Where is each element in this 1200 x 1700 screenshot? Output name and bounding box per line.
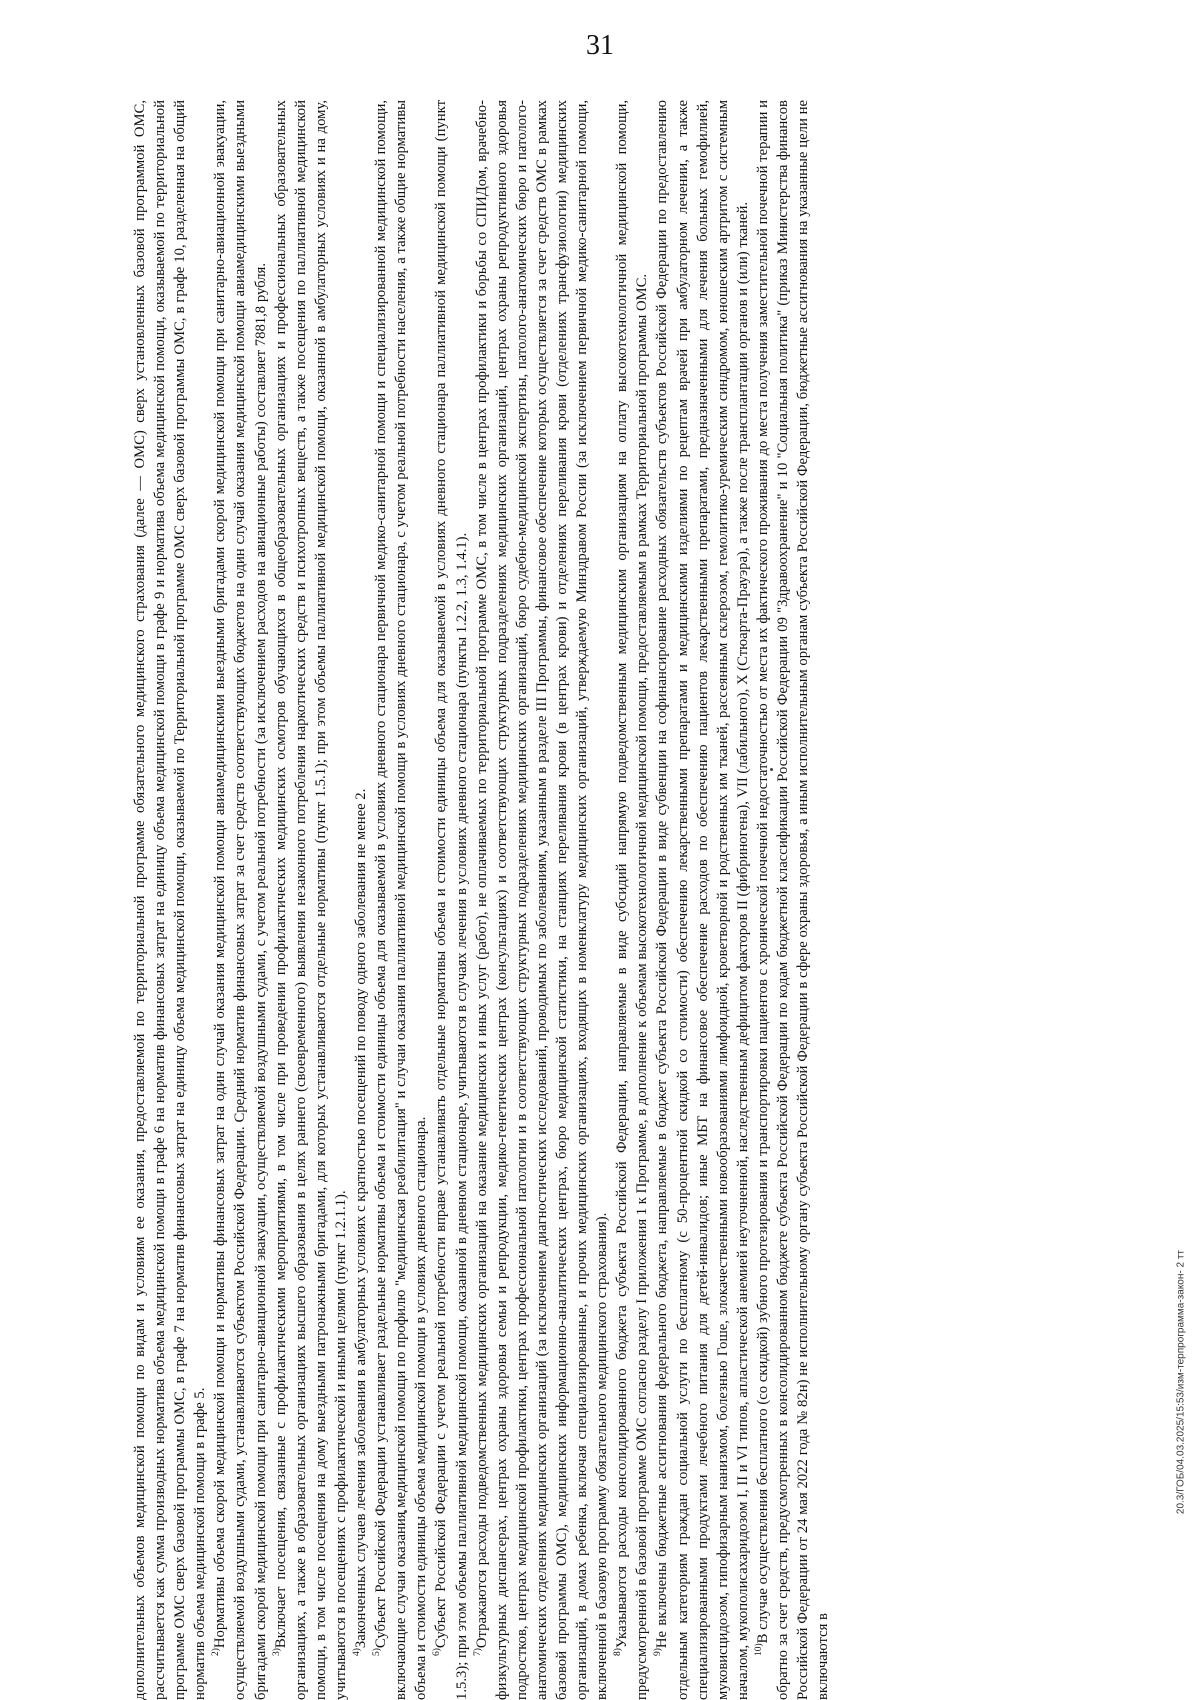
paragraph-continuation [130, 100, 210, 1700]
footnote-text: Не включены бюджетные ассигнования федерального бюджета, направляемые в бюджет субъекта Российской Федерации в виде субвенции на софинансирование расходных обязательств субъектов Российской Федерации по предоставлению отдельным категориям граждан социальной услуги по бесплатному (с 50-процентной скидкой со стоимости) обеспечению лекарственными препаратами и медицинскими изделиями по рецептам врачей при амбулаторном лечении, а также специализированными продуктами лечебного питания для детей-инвалидов; иные МБТ на финансовое обеспечение расходов по обеспечению пациентов лекарственными препаратами, предназначенными для лечения больных гемофилией, муковисцидозом, гипофизарным нанизмом, болезнью Гоше, злокачественными новообразованиями лимфоидной, кроветворной и родственных им тканей, рассеянным склерозом, гемолитико-уремическим синдромом, юношеским артритом с системным началом, мукополисахаридозом I, II и VI типов, апластической анемией неуточненной, наследственным дефицитом факторов II (фибриногена), VII (лабильного), X (Стюарта-Прауэра), а также после трансплантации органов и (или) тканей. [654, 100, 751, 1700]
footnote-text: Указываются расходы консолидированного бюджета субъекта Российской Федерации, направляемые в виде субсидий напрямую подведомственным медицинским организациям на оплату высокотехнологичной медицинской помощи, предусмотренной в базовой программе ОМС согласно разделу I приложения 1 к Программе, в дополнение к объемам высокотехнологичной медицинской помощи, предоставляемым в рамках Территориальной программы ОМС. [614, 100, 651, 1700]
footer-stamp: 20.3/ГОБ/04.03.2025/15:53/изм-терпрограмма-закон- 2 тт [1175, 1250, 1187, 1515]
footnote-marker: 7) [472, 1648, 483, 1656]
footnote-text: В случае осуществления бесплатного (со скидкой) зубного протезирования и транспортировки пациентов с хронической почечной недостаточностью от места их фактического проживания до места получения заместительной почечной терапии и обратно за счет средств, предусмотренных в консолидированном бюджете субъекта Российской Федерации по кодам бюджетной классификации Российской Федерации 09 "Здравоохранение" и 10 "Социальная политика" (приказ Министерства финансов Российской Федерации от 24 мая 2022 года № 82н) не исполнительному органу субъекта Российской Федерации в сфере охраны здоровья, а иным исполнительным органам субъекта Российской Федерации, бюджетные ассигнования на указанные цели не включаются в [754, 100, 832, 1700]
footnote-paragraph [351, 100, 371, 1700]
body-text [130, 100, 1160, 1700]
footnote-marker: 6) [432, 1648, 443, 1656]
footnote-text: Нормативы объема скорой медицинской помощи и нормативы финансовых затрат на один случай оказания медицинской помощи авиамедицинскими выездными бригадами скорой медицинской помощи при санитарно-авиационной эвакуации, осуществляемой воздушными судами, устанавливаются субъектом Российской Федерации. Средний норматив финансовых затрат за счет средств соответствующих бюджетов на один случай оказания медицинской помощи авиамедицинскими выездными бригадами скорой медицинской помощи при санитарно-авиационной эвакуации, осуществляемой воздушными судами, с учетом реальной потребности (за исключением расходов на авиационные работы) составляет 7881,8 рубля. [212, 100, 269, 1700]
footnote-text: Субъект Российской Федерации с учетом реальной потребности вправе устанавливать отдельные нормативы объема и стоимости единицы объема для оказываемой в условиях дневного стационара паллиативной медицинской помощи (пункт 1.5.3); при этом объемы паллиативной медицинской помощи, оказанной в дневном стационаре, учитываются в случаях лечения в условиях дневного стационара (пункты 1.2.2, 1.3, 1.4.1). [433, 100, 470, 1700]
footnote-marker: 8) [613, 1648, 624, 1656]
footnote-marker: 4) [352, 1648, 363, 1656]
footnote-paragraph [371, 100, 431, 1700]
footnote-text: Субъект Российской Федерации устанавливает раздельные нормативы объема и стоимости единицы объема для оказываемой в условиях дневного стационара первичной медико-санитарной помощи и специализированной медицинской помощи, включающие случаи оказания медицинской помощи по профилю "медицинская реабилитация" и случаи оказания паллиативной медицинской помощи в условиях дневного стационара, с учетом реальной потребности населения, а также общие нормативы объема и стоимости единицы объема медицинской помощи в условиях дневного стационара. [373, 100, 430, 1700]
footnote-marker: 5) [372, 1648, 383, 1656]
footnote-marker: 10) [754, 1643, 765, 1656]
footnote-text: Включает посещения, связанные с профилактическими мероприятиями, в том числе при проведении профилактических медицинских осмотров обучающихся в общеобразовательных организациях и профессиональных образовательных организациях, а также в образовательных организациях высшего образования в целях раннего (своевременного) выявления незаконного потребления наркотических средств и психотропных веществ, а также посещения по паллиативной медицинской помощи, в том числе посещения на дому выездными патронажными бригадами, для которых устанавливаются отдельные нормативы (пункт 1.5.1); при этом объемы паллиативной медицинской помощи, оказанной в амбулаторных условиях и на дому, учитываются в посещениях с профилактической и иными целями (пункт 1.2.1.1). [272, 100, 349, 1700]
rotated-page-body [130, 100, 1160, 1700]
footnote-marker: 2) [211, 1648, 222, 1656]
footnote-marker: 3) [271, 1648, 282, 1656]
footnote-paragraph [472, 100, 613, 1700]
footnote-paragraph [271, 100, 351, 1700]
footnote-text: Законченных случаев лечения заболевания в амбулаторных условиях с кратностью посещений по поводу одного заболевания не менее 2. [353, 788, 370, 1649]
footnote-paragraph [753, 100, 833, 1700]
footnote-paragraph [652, 100, 752, 1700]
paragraph-text: дополнительных объемов медицинской помощи по видам и условиям ее оказания, предоставляемой по территориальной программе обязательного медицинского страхования (далее — ОМС) сверх установленных базовой программой ОМС, рассчитывается как сумма производных норматива объема медицинской помощи в графе 6 на норматив финансовых затрат на единицу объема медицинской помощи в графе 9 и норматива объема медицинской помощи, оказываемой по территориальной программе ОМС сверх базовой программы ОМС, в графе 7 на норматив финансовых затрат на единицу объема медицинской помощи, оказываемой по Территориальной программе ОМС сверх базовой программы ОМС, в графе 10, разделенная на общий норматив объема медицинской помощи в графе 5. [132, 100, 209, 1700]
footnote-paragraph [210, 100, 270, 1700]
footnote-paragraph [431, 100, 471, 1700]
footnote-text: Отражаются расходы подведомственных медицинских организаций на оказание медицинских и иных услуг (работ), не оплачиваемых по территориальной программе ОМС, в том числе в центрах профилактики и борьбы со СПИДом, врачебно-физкультурных диспансерах, центрах охраны здоровья семьи и репродукции, медико-генетических центрах (консультациях) и соответствующих структурных подразделениях медицинских организаций, центрах охраны репродуктивного здоровья подростков, центрах медицинской профилактики, центрах профессиональной патологии и в соответствующих структурных подразделениях медицинских организаций, бюро судебно-медицинской экспертизы, патолого-анатомических бюро и патолого-анатомических отделениях медицинских организаций (за исключением диагностических исследований, проводимых по заболеваниям, указанным в разделе III Программы, финансовое обеспечение которых осуществляется за счет средств ОМС в рамках базовой программы ОМС), медицинских информационно-аналитических центрах, бюро медицинской статистики, на станциях переливания крови (в центрах крови) и отделениях переливания крови (отделениях трансфузиологии) медицинских организаций, в домах ребенка, включая специализированные, и прочих медицинских организациях, входящих в номенклатуру медицинских организаций, утверждаемую Минздравом России (за исключением первичной медико-санитарной помощи, включенной в базовую программу обязательного медицинского страхования). [473, 100, 611, 1700]
footnote-paragraph [612, 100, 652, 1700]
page-number: 31 [586, 30, 614, 61]
footnote-marker: 9) [653, 1648, 664, 1656]
